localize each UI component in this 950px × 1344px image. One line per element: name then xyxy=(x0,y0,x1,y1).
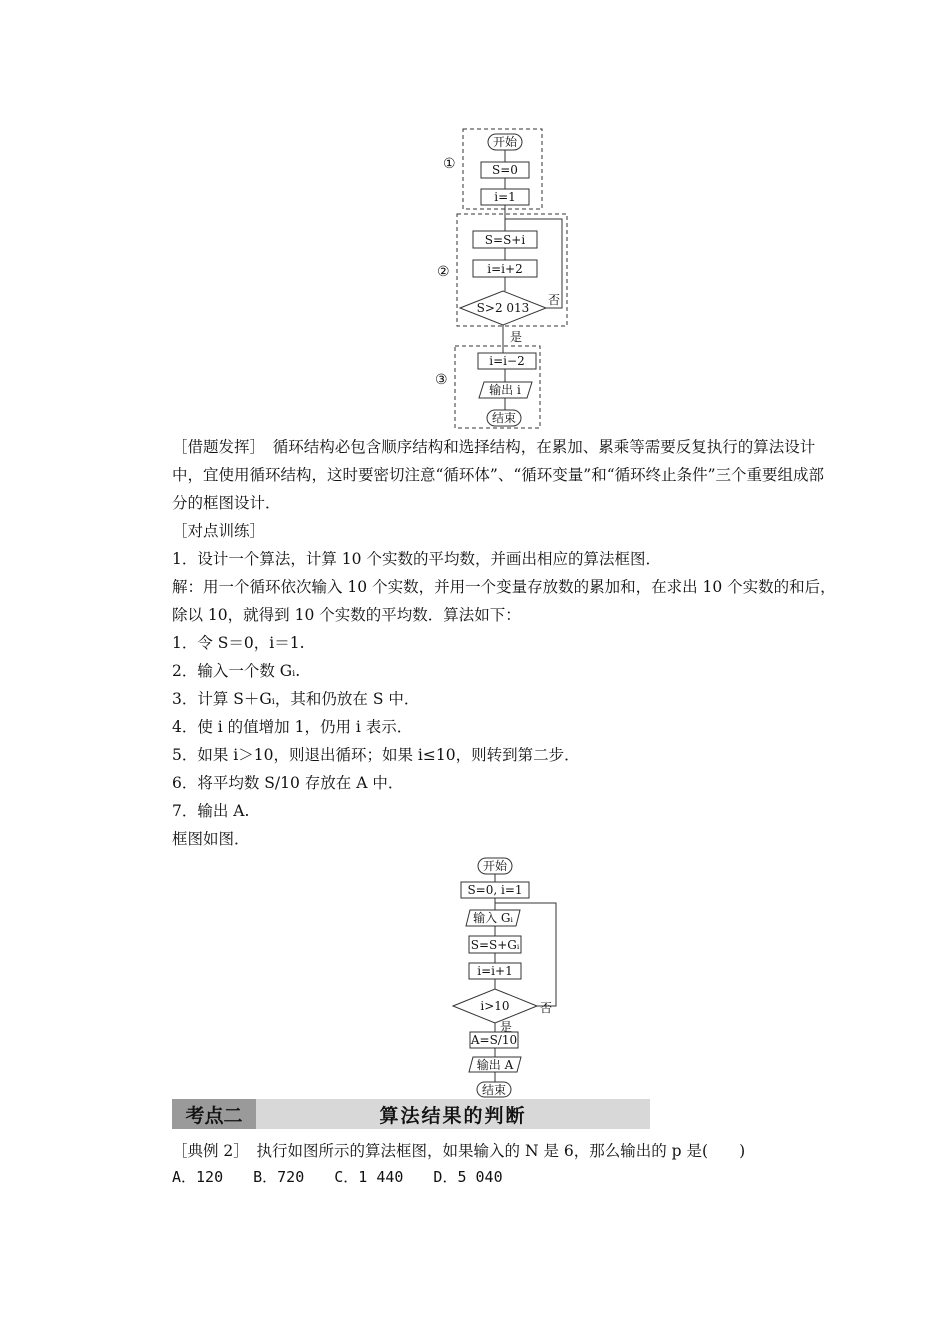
flowchart-1 xyxy=(0,0,950,440)
cond2-label: i>10 xyxy=(480,999,510,1013)
tip-text: ［借题发挥］ 循环结构必包含顺序结构和选择结构，在累加、累乘等需要反复执行的算法设计中，宜使用循环结构，这时要密切注意“循环体”、“循环变量”和“循环终止条件”三个重要组成部分的框图设计． xyxy=(172,438,825,512)
sum-label: S=S+Gᵢ xyxy=(470,938,520,952)
out2-label: 输出 A xyxy=(476,1058,514,1072)
inc-label: i=i+1 xyxy=(477,964,513,978)
section-banner xyxy=(172,1099,650,1129)
solution-paragraph xyxy=(138,573,838,629)
step-4: 4．使 i 的值增加 1，仍用 i 表示． xyxy=(172,718,413,736)
input-label: 输入 Gᵢ xyxy=(473,911,513,925)
ii2-label: i=i+2 xyxy=(487,262,523,276)
s0-label: S=0 xyxy=(492,163,518,177)
section-tag: 考点二 xyxy=(172,1099,256,1129)
end2-label: 结束 xyxy=(481,1083,507,1097)
im2-label: i=i−2 xyxy=(489,354,525,368)
solution-text: 解：用一个循环依次输入 10 个实数，并用一个变量存放数的累加和，在求出 10 个实数的和后，除以 10，就得到 10 个实数的平均数．算法如下： xyxy=(172,578,836,624)
circle-2-label: ② xyxy=(437,264,450,280)
circle-1-label: ① xyxy=(443,156,456,172)
ssi-label: S=S+i xyxy=(484,233,526,247)
no2-label: 否 xyxy=(540,1001,553,1015)
step-6: 6．将平均数 S/10 存放在 A 中． xyxy=(172,774,404,792)
out-label: 输出 i xyxy=(489,383,521,397)
question-1: 1．设计一个算法，计算 10 个实数的平均数，并画出相应的算法框图． xyxy=(172,550,661,568)
flowchart-2 xyxy=(0,850,950,1100)
start2-label: 开始 xyxy=(482,859,508,873)
section-title: 算法结果的判断 xyxy=(256,1099,650,1129)
start-label: 开始 xyxy=(492,135,518,149)
no-label: 否 xyxy=(548,293,561,307)
example-2-options: A．120 B．720 C．1 440 D．5 040 xyxy=(172,1168,503,1186)
step-2: 2．输入一个数 Gᵢ. xyxy=(172,662,301,680)
i1-label: i=1 xyxy=(494,190,516,204)
step-5: 5．如果 i＞10，则退出循环；如果 i≤10，则转到第二步． xyxy=(172,746,580,764)
avg-label: A=S/10 xyxy=(470,1033,518,1047)
yes-label: 是 xyxy=(510,330,523,344)
step-3: 3．计算 S＋Gᵢ，其和仍放在 S 中． xyxy=(172,690,420,708)
training-heading: ［对点训练］ xyxy=(172,522,266,540)
cond-label: S>2 013 xyxy=(476,301,530,315)
step-1: 1．令 S＝0，i＝1. xyxy=(172,634,305,652)
end-label: 结束 xyxy=(491,411,517,425)
circle-3-label: ③ xyxy=(435,372,448,388)
tip-paragraph xyxy=(138,433,838,517)
step-7: 7．输出 A. xyxy=(172,802,250,820)
figure-caption: 框图如图． xyxy=(172,830,250,848)
init-label: S=0, i=1 xyxy=(467,883,523,897)
yes2-label: 是 xyxy=(500,1020,513,1034)
example-2-question: ［典例 2］ 执行如图所示的算法框图，如果输入的 N 是 6，那么输出的 p 是( ) xyxy=(172,1142,746,1160)
